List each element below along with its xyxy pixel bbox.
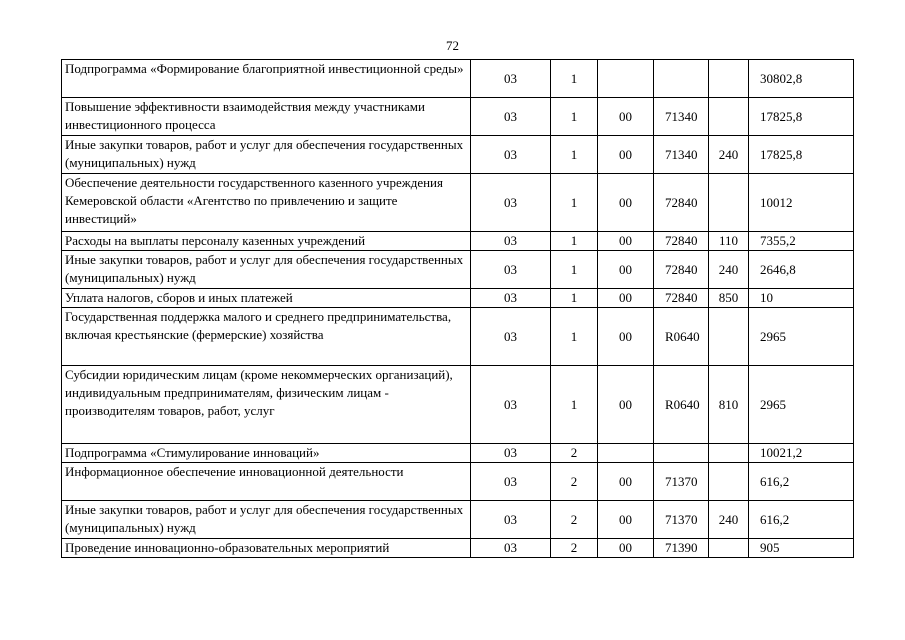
row-target-code: 72840 [654,289,709,308]
row-group: 00 [598,232,654,251]
row-name: Субсидии юридическим лицам (кроме некоммерческих организаций), индивидуальным предпринимателям, физическим лицам - производителям товаров, работ, услуг [62,366,471,444]
row-target-code: 71340 [654,98,709,136]
row-expense-type: 240 [709,501,749,539]
row-name: Проведение инновационно-образовательных мероприятий [62,539,471,558]
row-amount: 2646,8 [749,251,854,289]
row-group: 00 [598,136,654,174]
row-subsection: 2 [551,501,598,539]
row-group [598,60,654,98]
row-section: 03 [471,232,551,251]
table-row [62,251,854,289]
row-subsection: 1 [551,60,598,98]
table-row [62,444,854,463]
row-section: 03 [471,463,551,501]
row-target-code: 72840 [654,232,709,251]
row-subsection: 1 [551,308,598,366]
row-target-code: 72840 [654,251,709,289]
row-name: Обеспечение деятельности государственного казенного учреждения Кемеровской области «Агентство по привлечению и защите инвестиций» [62,174,471,232]
table-row [62,289,854,308]
row-subsection: 1 [551,98,598,136]
row-amount: 2965 [749,366,854,444]
row-target-code [654,444,709,463]
row-expense-type [709,539,749,558]
row-name: Расходы на выплаты персоналу казенных учреждений [62,232,471,251]
row-target-code: R0640 [654,308,709,366]
row-target-code: 71370 [654,501,709,539]
table-row [62,136,854,174]
row-amount: 17825,8 [749,98,854,136]
row-name: Уплата налогов, сборов и иных платежей [62,289,471,308]
row-group: 00 [598,98,654,136]
row-section: 03 [471,501,551,539]
row-target-code: 72840 [654,174,709,232]
row-subsection: 2 [551,463,598,501]
table-row [62,463,854,501]
table-row [62,539,854,558]
row-group: 00 [598,289,654,308]
row-section: 03 [471,98,551,136]
row-name: Государственная поддержка малого и среднего предпринимательства, включая крестьянские (фермерские) хозяйства [62,308,471,366]
row-section: 03 [471,174,551,232]
row-expense-type [709,174,749,232]
table-row [62,308,854,366]
row-name: Иные закупки товаров, работ и услуг для обеспечения государственных (муниципальных) нужд [62,136,471,174]
row-amount: 17825,8 [749,136,854,174]
row-subsection: 2 [551,444,598,463]
row-expense-type: 240 [709,136,749,174]
row-group: 00 [598,501,654,539]
row-name: Иные закупки товаров, работ и услуг для обеспечения государственных (муниципальных) нужд [62,501,471,539]
row-section: 03 [471,60,551,98]
row-group: 00 [598,251,654,289]
row-subsection: 1 [551,366,598,444]
row-section: 03 [471,136,551,174]
budget-table [61,59,854,558]
row-target-code: R0640 [654,366,709,444]
row-subsection: 1 [551,232,598,251]
table-row [62,366,854,444]
row-section: 03 [471,444,551,463]
row-expense-type [709,98,749,136]
table-row [62,232,854,251]
row-name: Подпрограмма «Формирование благоприятной инвестиционной среды» [62,60,471,98]
row-section: 03 [471,251,551,289]
row-group: 00 [598,539,654,558]
row-group [598,444,654,463]
row-expense-type: 810 [709,366,749,444]
row-name: Подпрограмма «Стимулирование инноваций» [62,444,471,463]
row-name: Повышение эффективности взаимодействия между участниками инвестиционного процесса [62,98,471,136]
table-row [62,60,854,98]
row-amount: 7355,2 [749,232,854,251]
row-subsection: 1 [551,289,598,308]
row-expense-type: 850 [709,289,749,308]
row-name: Информационное обеспечение инновационной деятельности [62,463,471,501]
row-group: 00 [598,174,654,232]
table-row [62,174,854,232]
row-amount: 616,2 [749,463,854,501]
row-expense-type: 110 [709,232,749,251]
row-expense-type [709,444,749,463]
row-target-code: 71340 [654,136,709,174]
page-number: 72 [446,38,459,53]
row-amount: 30802,8 [749,60,854,98]
row-target-code [654,60,709,98]
row-subsection: 1 [551,251,598,289]
row-group: 00 [598,366,654,444]
row-amount: 616,2 [749,501,854,539]
row-expense-type [709,463,749,501]
row-subsection: 1 [551,174,598,232]
row-amount: 10021,2 [749,444,854,463]
row-subsection: 1 [551,136,598,174]
row-amount: 10012 [749,174,854,232]
row-expense-type: 240 [709,251,749,289]
row-group: 00 [598,308,654,366]
row-section: 03 [471,366,551,444]
row-target-code: 71370 [654,463,709,501]
table-row [62,501,854,539]
row-expense-type [709,60,749,98]
row-target-code: 71390 [654,539,709,558]
row-amount: 10 [749,289,854,308]
row-subsection: 2 [551,539,598,558]
row-expense-type [709,308,749,366]
row-section: 03 [471,289,551,308]
row-name: Иные закупки товаров, работ и услуг для обеспечения государственных (муниципальных) нужд [62,251,471,289]
row-group: 00 [598,463,654,501]
row-section: 03 [471,539,551,558]
table-row [62,98,854,136]
row-section: 03 [471,308,551,366]
row-amount: 905 [749,539,854,558]
row-amount: 2965 [749,308,854,366]
